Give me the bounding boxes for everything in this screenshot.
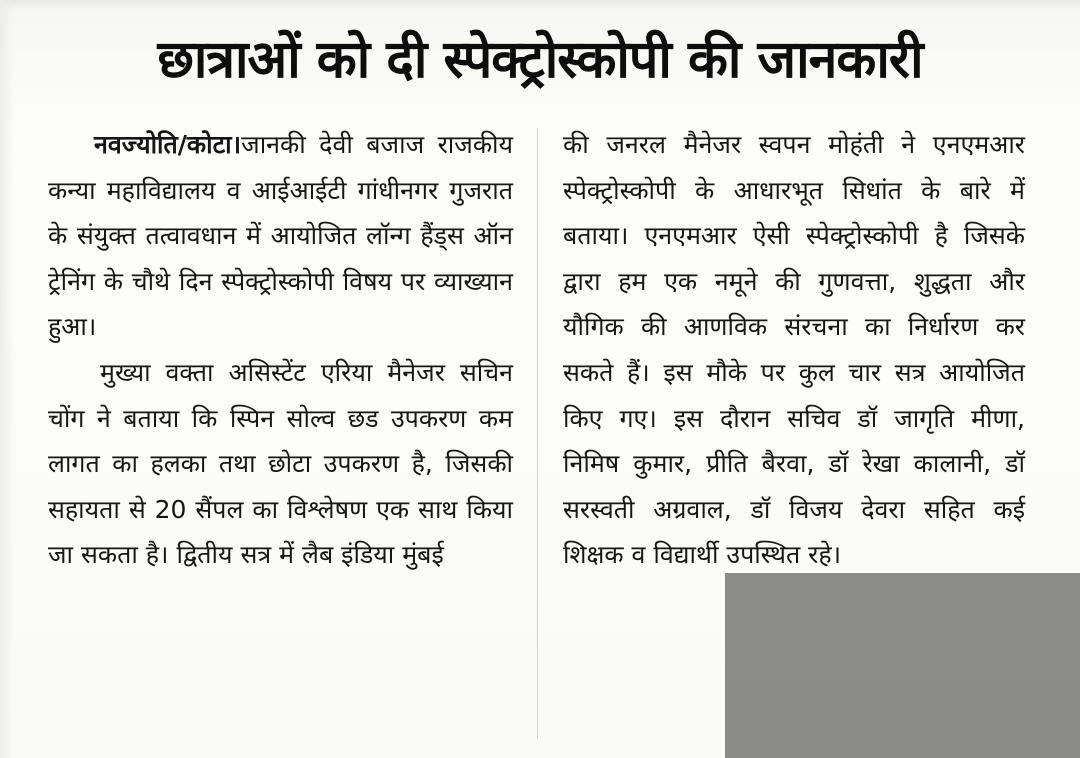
- article-dateline: नवज्योति/कोटा।: [94, 130, 242, 159]
- top-strip: [0, 0, 1080, 10]
- article-column-right: [563, 122, 1025, 578]
- left-paragraph-1-text: जानकी देवी बजाज राजकीय कन्या महाविद्यालय व आईआईटी गांधीनगर गुजरात के संयुक्त तत्वावधान में आयोजित लॉन्ग हैंड्स ऑन ट्रेनिंग के चौथे दिन स्पेक्ट्रोस्कोपी विषय पर व्याख्यान हुआ।: [48, 130, 513, 342]
- article-headline: छात्राओं को दी स्पेक्ट्रोस्कोपी की जानकारी: [157, 30, 923, 90]
- left-paragraph-1: [48, 122, 513, 350]
- column-divider: [537, 128, 538, 738]
- gray-overlay-block: [725, 573, 1080, 758]
- article-column-left: [48, 122, 513, 578]
- paper-edge-shadow: [0, 0, 14, 758]
- left-paragraph-2: मुख्या वक्ता असिस्टेंट एरिया मैनेजर सचिन चोंग ने बताया कि स्पिन सोल्व छड उपकरण कम लागत का हलका तथा छोटा उपकरण है, जिसकी सहायता से 20 सैंपल का विश्लेषण एक साथ किया जा सकता है। द्वितीय सत्र में लैब इंडिया मुंबई: [48, 357, 513, 570]
- right-paragraph-1: की जनरल मैनेजर स्वपन मोहंती ने एनएमआर स्पेक्ट्रोस्कोपी के आधारभूत सिधांत के बारे में बताया। एनएमआर ऐसी स्पेक्ट्रोस्कोपी है जिसके द्वारा हम एक नमूने की गुणवत्ता, शुद्धता और यौगिक की आणविक संरचना का निर्धारण कर सकते हैं। इस मौके पर कुल चार सत्र आयोजित किए गए। इस दौरान सचिव डॉ जागृति मीणा, निमिष कुमार, प्रीति बैरवा, डॉ रेखा कालानी, डॉ सरस्वती अग्रवाल, डॉ विजय देवरा सहित कई शिक्षक व विद्यार्थी उपस्थित रहे।: [563, 130, 1025, 570]
